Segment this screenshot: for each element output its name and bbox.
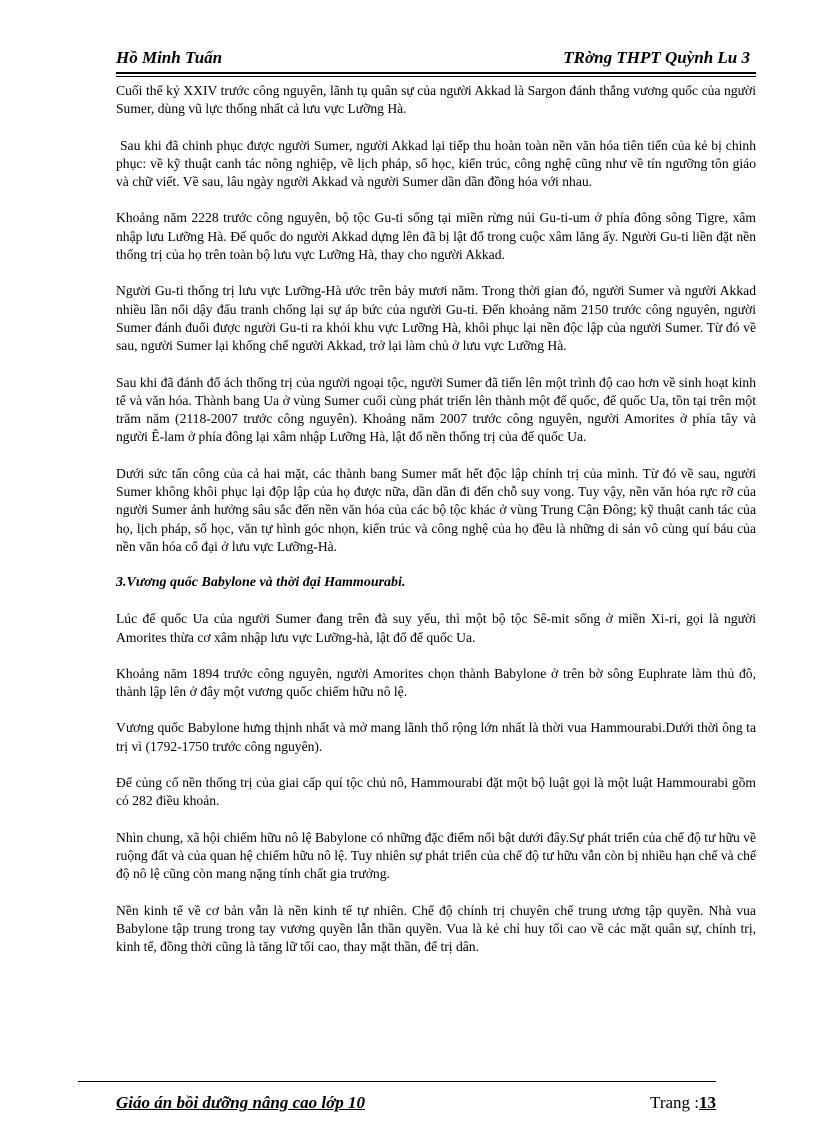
- page-footer: [116, 1093, 716, 1117]
- page-number: 13: [699, 1093, 716, 1112]
- paragraph: Khoảng năm 2228 trước công nguyên, bộ tộc Gu-ti sống tại miền rừng núi Gu-ti-um ở phía đông sông Tigre, xâm nhập lưu Lưỡng Hà. Đế quốc do người Akkad dựng lên đã bị lật đổ trong cuộc xâm lăng ấy. Người Gu-ti liền đặt nền thống trị của họ trên toàn bộ lưu vực Lưỡng Hà, thay cho người Akkad.: [116, 210, 756, 263]
- paragraph: Lúc đế quốc Ua của người Sumer đang trên đà suy yếu, thì một bộ tộc Sê-mit sống ở miền Xi-ri, gọi là người Amorites thừa cơ xâm nhập lưu vực Lưỡng-hà, lật đổ đế quốc Ua.: [116, 611, 756, 645]
- paragraph: Sau khi đã chinh phục được người Sumer, người Akkad lại tiếp thu hoàn toàn nền văn hóa tiên tiến của kẻ bị chinh phục: về kỹ thuật canh tác nông nghiệp, về lịch pháp, số học, kiến trúc, công nghệ cũng như về tín ngưỡng tôn giáo và chữ viết. Về sau, lâu ngày người Akkad và người Sumer dần dần đồng hóa với nhau.: [116, 137, 756, 190]
- header-rule-thin: [116, 76, 756, 77]
- paragraph: Nhìn chung, xã hội chiếm hữu nô lệ Babylone có những đặc điểm nổi bật dưới đây.Sự phát triển của chế độ tư hữu về ruộng đất và của quan hệ chiếm hữu nô lệ. Tuy nhiên sự phát triển của chế độ tư hữu vẫn còn bị nhiều hạn chế và chế độ nô lệ cũng còn mang nặng tính chất gia trưởng.: [116, 829, 756, 882]
- paragraph: Vương quốc Babylone hưng thịnh nhất và mở mang lãnh thổ rộng lớn nhất là thời vua Hammourabi.Dưới thời ông ta trị vì (1792-1750 trước công nguyên).: [116, 720, 756, 754]
- page-header: [116, 48, 760, 74]
- paragraph: Để củng cố nền thống trị của giai cấp quí tộc chủ nô, Hammourabi đặt một bộ luật gọi là một luật Hammourabi gồm có 282 điều khoản.: [116, 775, 756, 809]
- paragraph: Cuối thế kỷ XXIV trước công nguyên, lãnh tụ quân sự của người Akkad là Sargon đánh thắng vương quốc của người Sumer, dùng vũ lực thống nhất cả lưu vực Lưỡng Hà.: [116, 83, 756, 117]
- paragraph: Sau khi đã đánh đổ ách thống trị của người ngoại tộc, người Sumer đã tiến lên một trình độ cao hơn về sinh hoạt kinh tế và văn hóa. Thành bang Ua ở vùng Sumer cuối cùng phát triển lên thành một đế quốc, đế quốc Ua, tồn tại trên một trăm năm (2118-2007 trước công nguyên). Khoảng năm 2007 trước công nguyên, người Amorites ở phía tây và người Ê-lam ở phía đông lại xâm nhập Lưỡng Hà, lật đổ nền thống trị của đế quốc Ua.: [116, 374, 756, 445]
- section-heading: 3.Vương quốc Babylone và thời đại Hammourabi.: [116, 575, 406, 591]
- page-indicator: [650, 1093, 716, 1113]
- paragraph: Dưới sức tấn công của cả hai mặt, các thành bang Sumer mất hết độc lập chính trị của mình. Từ đó về sau, người Sumer không khôi phục lại độp lập của họ được nữa, dần dần đi đến chỗ suy vong. Tuy vậy, nền văn hóa rực rỡ của người Sumer ảnh hưởng sâu sắc đến nền văn hóa của các bộ tộc khác ở vùng Trung Cận Đông; kỹ thuật canh tác của họ, lịch pháp, số học, văn tự hình góc nhọn, kiến trúc và công nghệ của họ đều là những di sản vô cùng quí báu của nền văn hóa cổ đại ở lưu vực Lưỡng-Hà.: [116, 465, 756, 554]
- paragraph: Khoảng năm 1894 trước công nguyên, người Amorites chọn thành Babylone ở trên bờ sông Euphrate làm thủ đô, thành lập lên ở đây một vương quốc chiếm hữu nô lệ.: [116, 665, 756, 700]
- document-body: [116, 82, 756, 974]
- footer-title: Giáo án bồi dưỡng nâng cao lớp 10: [116, 1093, 365, 1112]
- header-school: TRờng THPT Quỳnh Lu 3: [563, 48, 750, 67]
- paragraph: Nền kinh tế về cơ bản vẫn là nền kinh tế tự nhiên. Chế độ chính trị chuyên chế trung ương tập quyền. Nhà vua Babylone tập trung trong tay vương quyền lẫn thần quyền. Vua là kẻ chỉ huy tối cao về các mặt quân sự, chính trị, kinh tế, đồng thời cũng là tăng lữ tối cao, thay mặt thần, để trị dân.: [116, 902, 756, 955]
- paragraph: Người Gu-ti thống trị lưu vực Lưỡng-Hà ước trên bảy mươi năm. Trong thời gian đó, người Sumer và người Akkad nhiều lần nổi dậy đấu tranh chống lại sự áp bức của người Gu-ti. Đến khoảng năm 2150 trước công nguyên, người Sumer đánh đuổi được người Gu-ti ra khỏi khu vực Lưỡng Hà, khôi phục lại nền độc lập của người Sumer. Từ đó về sau, người Sumer lại khống chế người Akkad, trở lại làm chủ ở lưu vực Lưỡng Hà.: [116, 283, 756, 354]
- header-rule-thick: [116, 72, 756, 74]
- header-author: Hồ Minh Tuấn: [116, 48, 223, 67]
- page-label: Trang :: [650, 1093, 699, 1112]
- footer-rule: [78, 1081, 716, 1082]
